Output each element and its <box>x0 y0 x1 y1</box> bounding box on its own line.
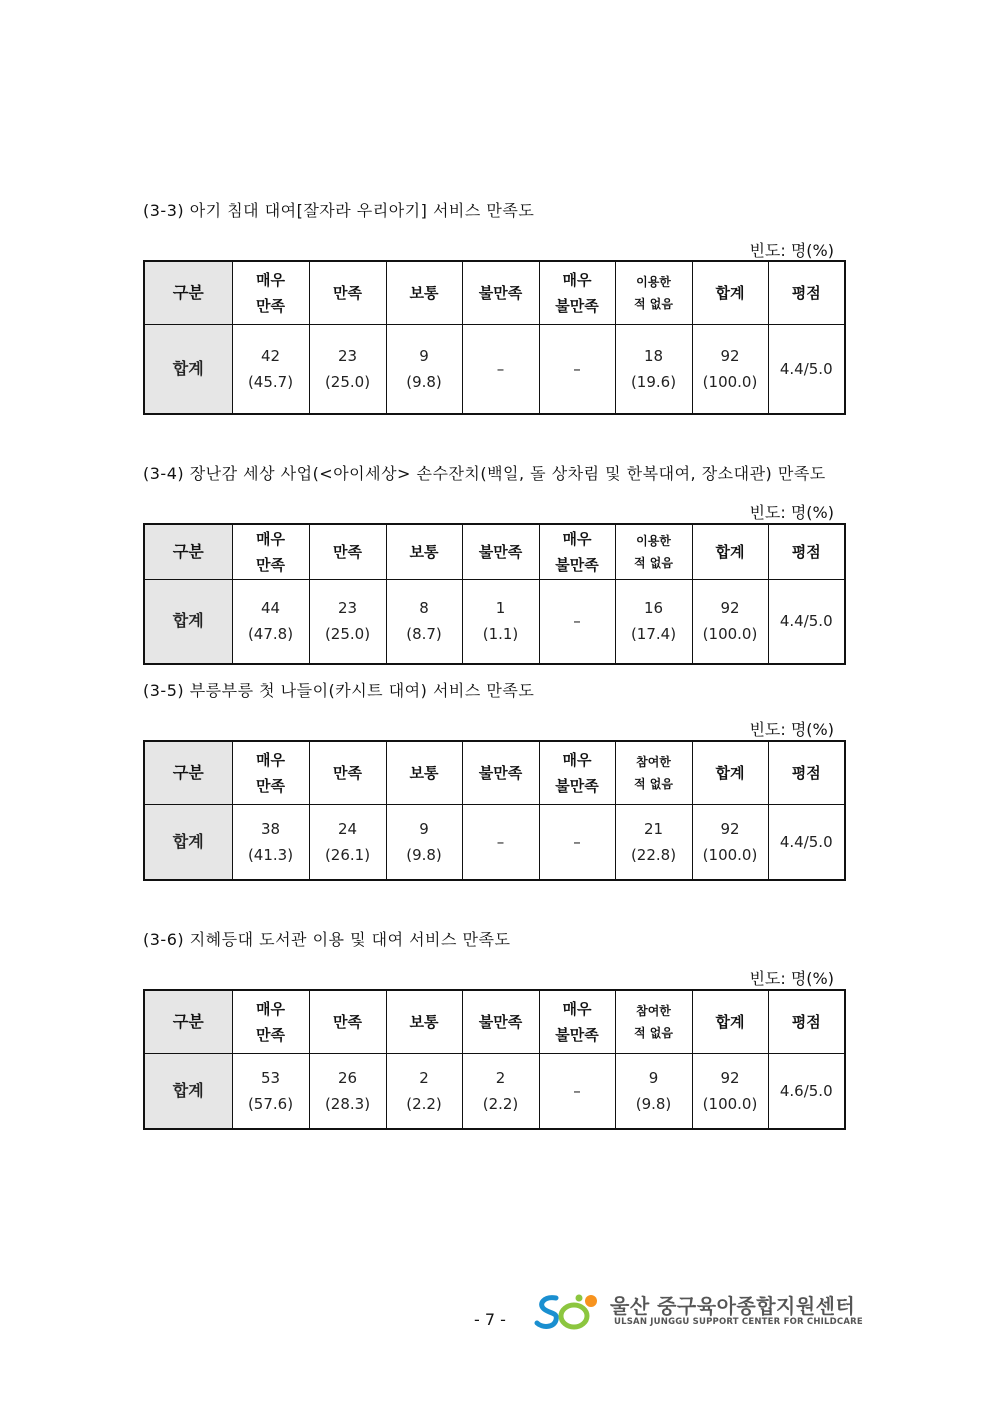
cell-count: – <box>573 359 581 378</box>
header-neutral: 보통 <box>386 741 462 804</box>
cell <box>309 1053 386 1129</box>
table-3-5 <box>143 740 846 881</box>
table-3-6 <box>143 989 846 1130</box>
header-satisfied: 만족 <box>309 524 386 579</box>
header-text: 매우 <box>562 750 592 769</box>
header-total: 합계 <box>692 524 768 579</box>
cell-count: 38 <box>260 819 281 838</box>
header-neutral: 보통 <box>386 524 462 579</box>
cell-count: 21 <box>643 819 664 838</box>
section-title-3-3: (3-3) 아기 침대 대여[잘자라 우리아기] 서비스 만족도 <box>143 201 535 220</box>
section-title-3-4: (3-4) 장난감 세상 사업(<아이세상> 손수잔치(백일, 돌 상차림 및 한복대여, 장소대관) 만족도 <box>143 464 826 483</box>
header-text: 적 없음 <box>634 1025 673 1040</box>
header-rating: 평점 <box>768 524 845 579</box>
cell <box>768 324 845 414</box>
header-very-satisfied <box>232 261 309 324</box>
cell-count: 9 <box>648 1068 659 1087</box>
header-dissatisfied: 불만족 <box>462 741 539 804</box>
cell-count: – <box>573 1081 581 1100</box>
header-text: 매우 <box>256 529 285 548</box>
header-total: 합계 <box>692 741 768 804</box>
header-text: 불만족 <box>555 776 599 795</box>
cell <box>539 579 615 664</box>
header-not-used <box>615 524 692 579</box>
unit-label: 빈도: 명(%) <box>749 241 834 260</box>
header-very-dissatisfied <box>539 261 615 324</box>
cell-percent: (26.1) <box>324 845 371 864</box>
cell <box>232 1053 309 1129</box>
cell-count: 92 <box>720 599 740 618</box>
cell <box>232 804 309 880</box>
cell-percent: (1.1) <box>482 625 519 644</box>
header-not-participated <box>615 990 692 1053</box>
logo-english-text: ULSAN JUNGGU SUPPORT CENTER FOR CHILDCARE <box>614 1317 863 1327</box>
cell-percent: (8.7) <box>406 625 442 644</box>
header-text: 참여한 <box>636 1003 671 1018</box>
cell <box>232 579 309 664</box>
cell-count: – <box>496 832 505 851</box>
cell-count: – <box>573 612 581 631</box>
header-not-used <box>615 261 692 324</box>
header-text: 적 없음 <box>634 555 673 570</box>
cell-count: 9 <box>419 819 429 838</box>
cell-count: 42 <box>260 346 281 365</box>
cell-count: 8 <box>419 599 429 618</box>
cell-count: 4.4/5.0 <box>779 359 833 378</box>
cell-count: 92 <box>720 346 740 365</box>
header-dissatisfied: 불만족 <box>462 261 539 324</box>
header-text: 만족 <box>256 555 285 574</box>
cell <box>309 804 386 880</box>
header-text: 이용한 <box>636 274 671 289</box>
cell-percent: (2.2) <box>482 1094 519 1113</box>
header-neutral: 보통 <box>386 990 462 1053</box>
header-text: 불만족 <box>555 1025 599 1044</box>
header-text: 만족 <box>256 1025 285 1044</box>
cell <box>615 579 692 664</box>
cell-percent: (47.8) <box>247 625 294 644</box>
cell <box>386 1053 462 1129</box>
header-text: 적 없음 <box>634 776 673 791</box>
section-title-3-6: (3-6) 지혜등대 도서관 이용 및 대여 서비스 만족도 <box>143 930 511 949</box>
header-text: 이용한 <box>636 533 671 548</box>
cell <box>768 1053 845 1129</box>
cell <box>692 804 768 880</box>
cell <box>539 324 615 414</box>
header-very-satisfied <box>232 741 309 804</box>
table-3-4 <box>143 523 846 665</box>
cell <box>462 579 539 664</box>
page-number: - 7 - <box>474 1310 506 1329</box>
header-category: 구분 <box>144 524 232 579</box>
cell-percent: (45.7) <box>247 372 294 391</box>
cell-count: 2 <box>495 1068 506 1087</box>
header-text: 매우 <box>256 270 285 289</box>
cell-count: 23 <box>337 599 358 618</box>
table-3-3 <box>143 260 846 415</box>
unit-label: 빈도: 명(%) <box>749 503 834 522</box>
table-row <box>144 1053 845 1129</box>
cell-count: 92 <box>720 1068 740 1087</box>
cell-percent: (19.6) <box>630 372 677 391</box>
cell-count: 92 <box>720 819 740 838</box>
cell <box>232 324 309 414</box>
header-rating: 평점 <box>768 261 845 324</box>
cell-count: 53 <box>260 1068 281 1087</box>
cell-percent: (41.3) <box>247 845 294 864</box>
header-text: 만족 <box>256 296 285 315</box>
center-logo <box>534 1290 863 1332</box>
cell-count: 24 <box>337 819 358 838</box>
section-title-3-5: (3-5) 부릉부릉 첫 나들이(카시트 대여) 서비스 만족도 <box>143 681 535 700</box>
header-satisfied: 만족 <box>309 261 386 324</box>
cell <box>462 1053 539 1129</box>
header-very-dissatisfied <box>539 524 615 579</box>
header-dissatisfied: 불만족 <box>462 524 539 579</box>
unit-label: 빈도: 명(%) <box>749 720 834 739</box>
cell-percent: (22.8) <box>630 845 677 864</box>
cell-percent: (2.2) <box>406 1094 442 1113</box>
cell <box>539 804 615 880</box>
table-row <box>144 804 845 880</box>
cell <box>462 324 539 414</box>
header-total: 합계 <box>692 261 768 324</box>
cell-count: 2 <box>419 1068 429 1087</box>
header-neutral: 보통 <box>386 261 462 324</box>
header-total: 합계 <box>692 990 768 1053</box>
cell-percent: (17.4) <box>630 625 677 644</box>
header-satisfied: 만족 <box>309 741 386 804</box>
cell-percent: (25.0) <box>324 372 371 391</box>
cell-count: – <box>496 359 505 378</box>
cell <box>386 579 462 664</box>
header-text: 매우 <box>562 529 592 548</box>
row-label: 합계 <box>144 579 232 664</box>
header-text: 매우 <box>562 270 592 289</box>
row-label: 합계 <box>144 324 232 414</box>
cell-percent: (100.0) <box>702 1094 758 1113</box>
row-label: 합계 <box>144 1053 232 1129</box>
cell-count: 18 <box>643 346 664 365</box>
cell <box>692 1053 768 1129</box>
cell-percent: (100.0) <box>702 845 758 864</box>
header-dissatisfied: 불만족 <box>462 990 539 1053</box>
cell-count: 4.4/5.0 <box>779 612 833 631</box>
header-category: 구분 <box>144 990 232 1053</box>
cell <box>386 324 462 414</box>
header-text: 불만족 <box>555 555 599 574</box>
cell <box>309 579 386 664</box>
header-rating: 평점 <box>768 990 845 1053</box>
header-text: 적 없음 <box>634 296 673 311</box>
cell <box>462 804 539 880</box>
table-row <box>144 579 845 664</box>
cell <box>768 804 845 880</box>
cell-percent: (28.3) <box>324 1094 371 1113</box>
cell-count: 26 <box>337 1068 358 1087</box>
cell <box>539 1053 615 1129</box>
cell-count: 16 <box>643 599 664 618</box>
cell <box>615 804 692 880</box>
header-text: 만족 <box>256 776 285 795</box>
header-satisfied: 만족 <box>309 990 386 1053</box>
cell-count: 4.4/5.0 <box>779 832 833 851</box>
header-text: 불만족 <box>555 296 599 315</box>
cell-count: 44 <box>260 599 281 618</box>
header-very-satisfied <box>232 524 309 579</box>
cell-count: 1 <box>495 599 506 618</box>
cell-percent: (9.8) <box>406 845 442 864</box>
cell-count: 4.6/5.0 <box>779 1081 833 1100</box>
header-very-satisfied <box>232 990 309 1053</box>
cell-percent: (9.8) <box>635 1094 672 1113</box>
cell-count: – <box>573 832 581 851</box>
cell <box>692 324 768 414</box>
cell-percent: (25.0) <box>324 625 371 644</box>
cell-percent: (57.6) <box>247 1094 294 1113</box>
cell-percent: (100.0) <box>702 372 758 391</box>
unit-label: 빈도: 명(%) <box>749 969 834 988</box>
cell-percent: (100.0) <box>702 625 758 644</box>
cell <box>615 324 692 414</box>
header-text: 참여한 <box>636 754 671 769</box>
header-rating: 평점 <box>768 741 845 804</box>
cell <box>692 579 768 664</box>
header-category: 구분 <box>144 741 232 804</box>
header-not-participated <box>615 741 692 804</box>
table-row <box>144 324 845 414</box>
row-label: 합계 <box>144 804 232 880</box>
cell-percent: (9.8) <box>406 372 442 391</box>
cell <box>768 579 845 664</box>
header-very-dissatisfied <box>539 741 615 804</box>
logo-korean-text: 울산 중구육아종합지원센터 <box>610 1294 856 1318</box>
logo-mark-icon <box>534 1290 610 1332</box>
header-text: 매우 <box>256 999 285 1018</box>
cell <box>386 804 462 880</box>
header-text: 매우 <box>562 999 592 1018</box>
cell <box>309 324 386 414</box>
cell-count: 9 <box>419 346 429 365</box>
header-text: 매우 <box>256 750 285 769</box>
cell <box>615 1053 692 1129</box>
header-category: 구분 <box>144 261 232 324</box>
header-very-dissatisfied <box>539 990 615 1053</box>
cell-count: 23 <box>337 346 358 365</box>
